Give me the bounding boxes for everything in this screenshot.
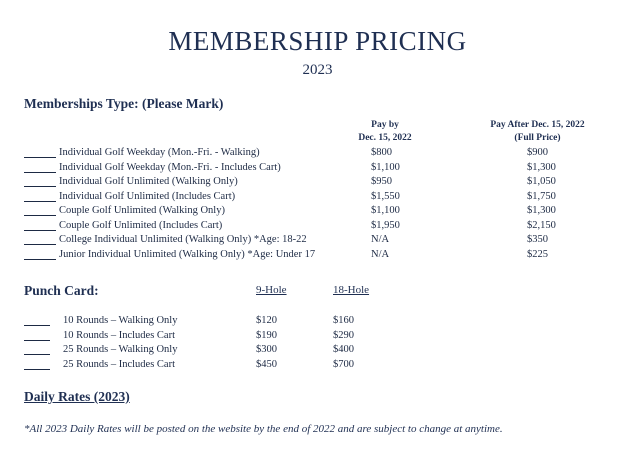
- col-pay-by-header: [345, 119, 425, 145]
- col-pay-after-header: [475, 119, 600, 145]
- nine-hole-price: $120: [256, 315, 277, 326]
- pay-after-price: $1,300: [527, 161, 556, 173]
- membership-row: [0, 189, 635, 204]
- membership-row: [0, 247, 635, 262]
- punch-label: 25 Rounds – Includes Cart: [63, 358, 175, 370]
- daily-rates-heading: Daily Rates (2023): [24, 389, 130, 404]
- pay-after-price: $1,300: [527, 205, 556, 216]
- memberships-heading: Memberships Type: (Please Mark): [24, 96, 224, 111]
- nine-hole-price: $450: [256, 358, 277, 370]
- pay-after-price: $1,050: [527, 176, 556, 187]
- col-pay-after-line2: (Full Price): [514, 133, 561, 143]
- pay-after-price: $225: [527, 248, 548, 260]
- pay-by-price: $1,100: [371, 205, 400, 216]
- mark-blank[interactable]: [24, 313, 50, 326]
- eighteen-hole-price: $400: [333, 344, 354, 355]
- membership-row: [0, 160, 635, 175]
- pay-by-price: $1,550: [371, 190, 400, 202]
- membership-row: [0, 203, 635, 218]
- punch-label: 10 Rounds – Includes Cart: [63, 329, 175, 341]
- eighteen-hole-price: $700: [333, 358, 354, 370]
- mark-blank[interactable]: [24, 232, 56, 245]
- daily-rates-note: *All 2023 Daily Rates will be posted on the website by the end of 2022 and are subject to change at anytime.: [24, 423, 503, 435]
- punch-row: [0, 342, 635, 357]
- col-pay-after-line1: Pay After Dec. 15, 2022: [490, 120, 585, 130]
- mark-blank[interactable]: [24, 203, 56, 216]
- pay-by-price: $800: [371, 147, 392, 158]
- pay-by-price: $950: [371, 176, 392, 187]
- punch-row: [0, 328, 635, 343]
- mark-blank[interactable]: [24, 247, 56, 260]
- membership-label: Individual Golf Unlimited (Includes Cart): [59, 190, 236, 202]
- membership-row: [0, 174, 635, 189]
- col-pay-by-line1: Pay by: [371, 120, 399, 130]
- mark-blank[interactable]: [24, 174, 56, 187]
- pay-after-price: $2,150: [527, 219, 556, 231]
- membership-row: [0, 232, 635, 247]
- punch-card-heading: Punch Card:: [24, 283, 99, 298]
- pay-after-price: $350: [527, 234, 548, 245]
- membership-row: [0, 218, 635, 233]
- punch-col-18-hole: 18-Hole: [333, 284, 370, 296]
- membership-label: Individual Golf Unlimited (Walking Only): [59, 176, 238, 187]
- pay-by-price: $1,950: [371, 219, 400, 231]
- punch-label: 10 Rounds – Walking Only: [63, 315, 178, 326]
- nine-hole-price: $190: [256, 329, 277, 341]
- pay-after-price: $1,750: [527, 190, 556, 202]
- punch-row: [0, 313, 635, 328]
- mark-blank[interactable]: [24, 160, 56, 173]
- page-title: MEMBERSHIP PRICING: [168, 26, 467, 56]
- membership-label: Couple Golf Unlimited (Includes Cart): [59, 219, 223, 231]
- eighteen-hole-price: $290: [333, 329, 354, 341]
- mark-blank[interactable]: [24, 328, 50, 341]
- membership-row: [0, 145, 635, 160]
- col-pay-by-line2: Dec. 15, 2022: [358, 133, 412, 143]
- membership-label: College Individual Unlimited (Walking Only) *Age: 18-22: [59, 234, 307, 245]
- punch-col-9-hole: 9-Hole: [256, 284, 287, 296]
- mark-blank[interactable]: [24, 342, 50, 355]
- membership-label: Individual Golf Weekday (Mon.-Fri. - Includes Cart): [59, 161, 281, 173]
- mark-blank[interactable]: [24, 145, 56, 158]
- membership-label: Couple Golf Unlimited (Walking Only): [59, 205, 225, 216]
- pay-after-price: $900: [527, 147, 548, 158]
- pay-by-price: $1,100: [371, 161, 400, 173]
- page-year: 2023: [302, 62, 333, 78]
- eighteen-hole-price: $160: [333, 315, 354, 326]
- punch-label: 25 Rounds – Walking Only: [63, 344, 178, 355]
- punch-row: [0, 357, 635, 372]
- mark-blank[interactable]: [24, 357, 50, 370]
- pay-by-price: N/A: [371, 248, 390, 260]
- mark-blank[interactable]: [24, 218, 56, 231]
- membership-label: Individual Golf Weekday (Mon.-Fri. - Walking): [59, 147, 260, 158]
- membership-label: Junior Individual Unlimited (Walking Only) *Age: Under 17: [59, 248, 316, 260]
- nine-hole-price: $300: [256, 344, 277, 355]
- mark-blank[interactable]: [24, 189, 56, 202]
- pay-by-price: N/A: [371, 234, 390, 245]
